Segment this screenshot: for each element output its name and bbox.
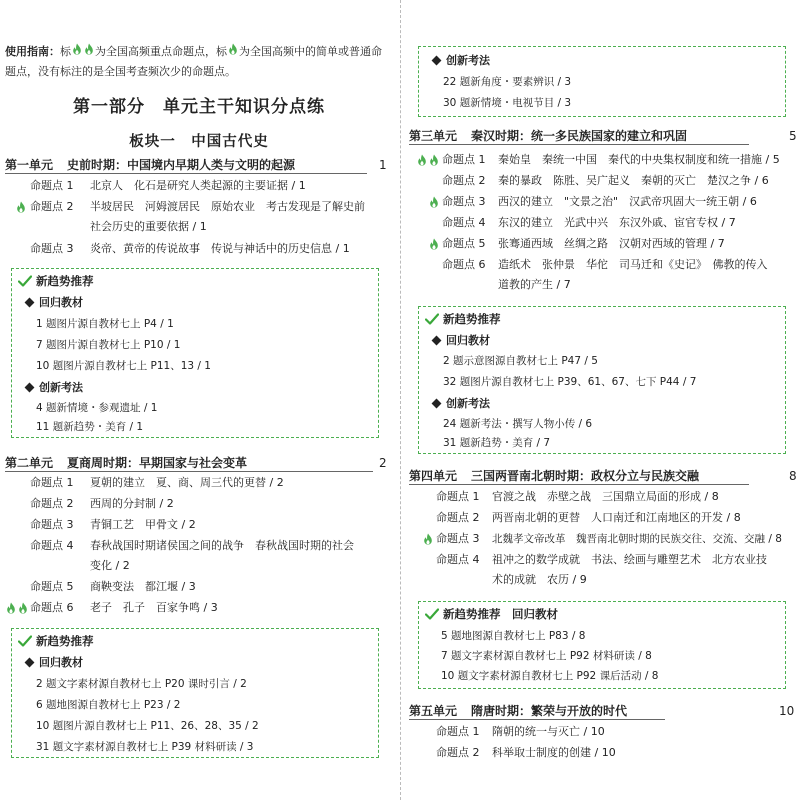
trend-box-header: 新趋势推荐 [425,311,501,327]
diamond-bullet-icon [25,297,35,307]
exam-point-label: 命题点 2 [442,174,486,187]
trend-box-continued [418,46,786,117]
diamond-bullet-icon [432,55,442,65]
unit-heading-5[interactable] [409,701,797,721]
usage-guide-text-c: 为全国高频中的简单或普通命 [239,45,382,58]
exam-point[interactable] [12,473,392,493]
unit-underline [5,173,367,174]
trend-item[interactable]: 2 题文字素材源自教材七上 P20 课时引言 / 2 [36,678,247,690]
unit-page-number: 8 [789,469,797,483]
flame-icon [17,602,29,614]
exam-point-label: 命题点 5 [442,237,486,250]
diamond-bullet-icon [25,657,35,667]
trend-item[interactable]: 5 题地图源自教材七上 P83 / 8 [441,630,586,642]
trend-box [11,628,379,758]
exam-point-label: 命题点 3 [436,532,480,545]
trend-box [418,306,786,454]
unit-heading-3[interactable] [409,126,797,146]
check-icon [425,313,439,325]
exam-point[interactable] [410,529,792,549]
diamond-bullet-icon [432,335,442,345]
exam-point[interactable] [12,536,392,576]
unit-label: 第四单元 [409,469,458,483]
unit-page-number: 5 [789,129,797,143]
unit-page-number: 2 [379,456,387,470]
exam-point-text: 西周的分封制 / 2 [90,497,174,510]
right-column [404,0,800,800]
exam-point-text: 西汉的建立 "文景之治" 汉武帝巩固大一统王朝 / 6 [498,195,757,208]
trend-subheader: 创新考法 [431,395,490,411]
unit-heading-1[interactable] [5,155,395,175]
unit-label: 第三单元 [409,129,458,143]
trend-item[interactable]: 32 题图片源自教材七上 P39、61、67、七下 P44 / 7 [443,376,697,388]
trend-subheader: 创新考法 [24,379,83,395]
usage-guide-text-d: 题点，没有标注的是全国考查频次少的命题点。 [5,65,236,78]
usage-guide-label: 使用指南： [5,45,60,58]
unit-page-number: 10 [779,704,795,718]
exam-point-label: 命题点 6 [442,258,486,271]
exam-point[interactable] [410,743,792,763]
exam-point-text-cont: 社会历史的重要依据 / 1 [90,220,207,233]
trend-item[interactable]: 30 题新情境・电视节目 / 3 [443,97,572,109]
exam-point-label: 命题点 2 [436,511,480,524]
trend-item[interactable]: 4 题新情境・参观遗址 / 1 [36,402,158,414]
exam-point[interactable] [12,176,392,196]
block-title: 板块一 中国古代史 [129,134,269,150]
exam-point-label: 命题点 4 [436,553,480,566]
exam-point-label: 命题点 1 [30,179,74,192]
unit-title: 隋唐时期：繁荣与开放的时代 [471,704,628,718]
trend-item[interactable]: 22 题新角度・要素辨识 / 3 [443,76,572,88]
exam-point-text: 隋朝的统一与灭亡 / 10 [492,725,605,738]
exam-point-label: 命题点 4 [30,539,74,552]
exam-point-text: 北京人 化石是研究人类起源的主要证据 / 1 [90,179,306,192]
exam-point[interactable] [410,487,792,507]
trend-subheader: 回归教材 [24,654,83,670]
unit-heading-2[interactable] [5,453,395,473]
exam-point[interactable] [410,550,792,590]
left-column [0,0,398,800]
part-title: 第一部分 单元主干知识分点练 [73,97,325,117]
exam-point-label: 命题点 6 [30,601,74,614]
exam-point-text: 造纸术 张仲景 华佗 司马迁和《史记》 佛教的传入 [498,258,768,271]
flame-icon [15,201,27,213]
exam-point-text: 老子 孔子 百家争鸣 / 3 [90,601,218,614]
trend-item[interactable]: 7 题文字素材源自教材七上 P92 材料研读 / 8 [441,650,652,662]
trend-box [418,601,786,689]
exam-point-text: 官渡之战 赤壁之战 三国鼎立局面的形成 / 8 [492,490,719,503]
exam-point-text: 秦的暴政 陈胜、吴广起义 秦朝的灭亡 楚汉之争 / 6 [498,174,769,187]
exam-point[interactable] [410,192,792,212]
exam-point[interactable] [410,722,792,742]
trend-item[interactable]: 7 题图片源自教材七上 P10 / 1 [36,339,181,351]
exam-point-text: 秦始皇 秦统一中国 秦代的中央集权制度和统一措施 / 5 [498,153,780,166]
exam-point-text-cont: 术的成就 农历 / 9 [492,573,587,586]
exam-point[interactable] [410,508,792,528]
flame-icon [422,533,434,545]
check-icon [18,275,32,287]
check-icon [18,635,32,647]
unit-label: 第二单元 [5,456,54,470]
trend-box [11,268,379,438]
trend-subheader: 创新考法 [431,52,490,68]
flame-icon [428,238,440,250]
flame-icon [416,154,428,166]
exam-point-text: 北魏孝文帝改革 魏晋南北朝时期的民族交往、交流、交融 / 8 [492,533,782,545]
usage-guide [5,42,395,82]
exam-point-text: 炎帝、黄帝的传说故事 传说与神话中的历史信息 / 1 [90,242,350,255]
exam-point[interactable] [12,239,392,259]
trend-item[interactable]: 10 题文字素材源自教材七上 P92 课后活动 / 8 [441,670,659,682]
exam-point-text-cont: 道教的产生 / 7 [498,278,571,291]
exam-point-text: 半坡居民 河姆渡居民 原始农业 考古发现是了解史前 [90,200,365,213]
exam-point-label: 命题点 5 [30,580,74,593]
usage-guide-text-a: 标 [60,45,71,58]
exam-point[interactable] [410,255,792,295]
unit-label: 第五单元 [409,704,458,718]
trend-item[interactable]: 10 题图片源自教材七上 P11、13 / 1 [36,360,211,372]
trend-item[interactable]: 6 题地图源自教材七上 P23 / 2 [36,699,181,711]
unit-label: 第一单元 [5,158,54,172]
trend-subheader: 回归教材 [431,332,490,348]
unit-title: 秦汉时期：统一多民族国家的建立和巩固 [471,129,688,143]
trend-subheader: 回归教材 [24,294,83,310]
exam-point[interactable] [12,515,392,535]
exam-point-label: 命题点 2 [30,200,74,213]
exam-point-text: 科举取士制度的创建 / 10 [492,746,616,759]
exam-point-text: 商鞅变法 都江堰 / 3 [90,580,196,593]
exam-point[interactable] [410,171,792,191]
trend-item[interactable]: 11 题新趋势・美育 / 1 [36,421,144,433]
flame-icon [428,196,440,208]
exam-point-text: 祖冲之的数学成就 书法、绘画与雕塑艺术 北方农业技 [492,553,767,566]
exam-point-label: 命题点 3 [30,518,74,531]
trend-item[interactable]: 31 题新趋势・美育 / 7 [443,437,551,449]
flame-icon [71,43,83,55]
flame-icon [83,43,95,55]
flame-icon [227,43,239,55]
unit-underline [409,484,749,485]
exam-point-text: 张骞通西域 丝绸之路 汉朝对西域的管理 / 7 [498,237,725,250]
trend-box-header: 新趋势推荐 回归教材 [425,606,558,622]
exam-point[interactable] [12,494,392,514]
trend-item[interactable]: 10 题图片源自教材七上 P11、26、28、35 / 2 [36,720,259,732]
exam-point[interactable] [410,234,792,254]
trend-item[interactable]: 1 题图片源自教材七上 P4 / 1 [36,318,174,330]
trend-box-header: 新趋势推荐 [18,633,94,649]
exam-point[interactable] [0,598,392,618]
exam-point[interactable] [12,197,392,237]
unit-heading-4[interactable] [409,466,797,486]
exam-point-text: 东汉的建立 光武中兴 东汉外戚、宦官专权 / 7 [498,216,736,229]
flame-icon [5,602,17,614]
flame-icon [428,154,440,166]
exam-point[interactable] [410,150,792,170]
exam-point[interactable] [410,213,792,233]
unit-title: 史前时期：中国境内早期人类与文明的起源 [67,158,296,172]
exam-point-label: 命题点 1 [436,725,480,738]
exam-point[interactable] [12,577,392,597]
unit-title: 三国两晋南北朝时期：政权分立与民族交融 [471,469,700,483]
exam-point-label: 命题点 3 [30,242,74,255]
exam-point-label: 命题点 2 [436,746,480,759]
unit-title: 夏商周时期：早期国家与社会变革 [67,456,248,470]
exam-point-label: 命题点 1 [442,153,486,166]
diamond-bullet-icon [25,382,35,392]
unit-underline [409,719,665,720]
unit-underline [409,144,749,145]
trend-item[interactable]: 2 题示意图源自教材七上 P47 / 5 [443,355,598,367]
exam-point-label: 命题点 1 [30,476,74,489]
diamond-bullet-icon [432,398,442,408]
exam-point-label: 命题点 3 [442,195,486,208]
unit-page-number: 1 [379,158,387,172]
exam-point-label: 命题点 4 [442,216,486,229]
exam-point-text: 青铜工艺 甲骨文 / 2 [90,518,196,531]
exam-point-text: 夏朝的建立 夏、商、周三代的更替 / 2 [90,476,284,489]
column-divider [400,0,401,800]
unit-underline [5,471,373,472]
trend-item[interactable]: 24 题新考法・撰写人物小传 / 6 [443,418,593,430]
exam-point-text: 两晋南北朝的更替 人口南迁和江南地区的开发 / 8 [492,511,741,524]
exam-point-label: 命题点 1 [436,490,480,503]
trend-item[interactable]: 31 题文字素材源自教材七上 P39 材料研读 / 3 [36,741,254,753]
exam-point-text-cont: 变化 / 2 [90,559,130,572]
trend-box-header: 新趋势推荐 [18,273,94,289]
exam-point-label: 命题点 2 [30,497,74,510]
usage-guide-text-b: 为全国高频重点命题点，标 [95,45,227,58]
check-icon [425,608,439,620]
exam-point-text: 春秋战国时期诸侯国之间的战争 春秋战国时期的社会 [90,539,354,552]
